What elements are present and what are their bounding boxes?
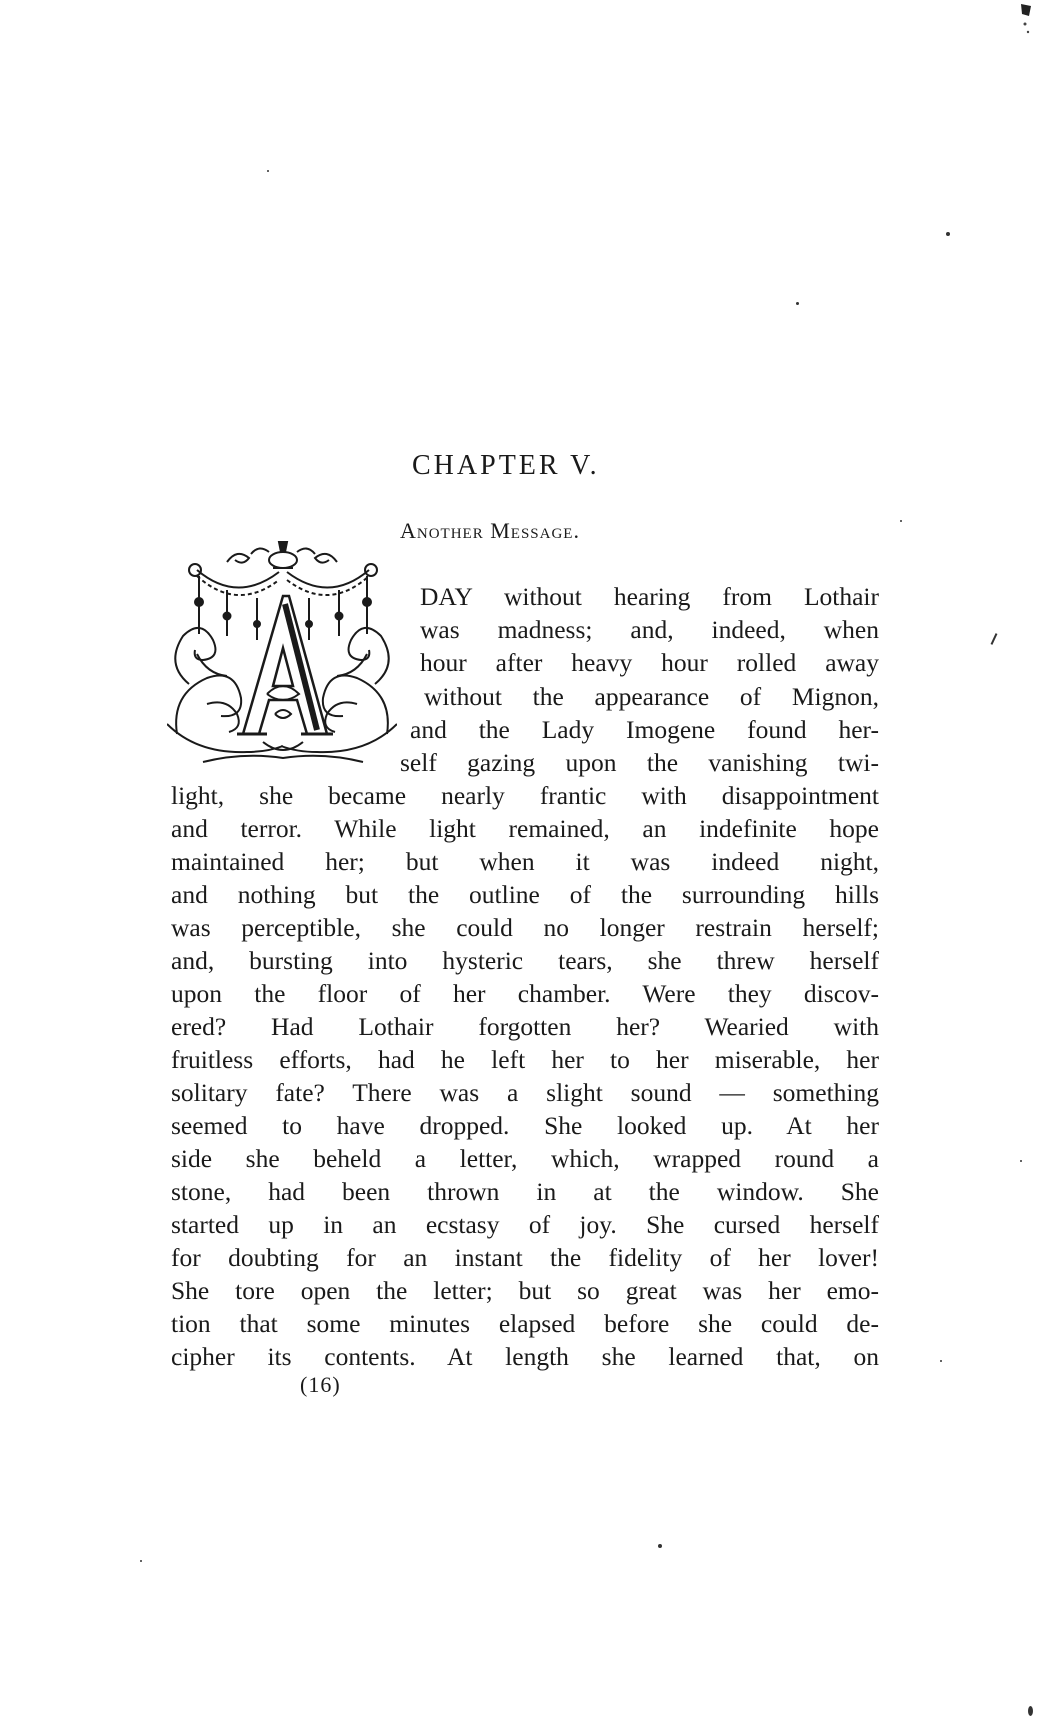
- text-line: was perceptible, she could no longer restrain herself;: [171, 913, 879, 942]
- scan-speck: [1028, 1706, 1033, 1716]
- text-line: side she beheld a letter, which, wrapped round a: [171, 1144, 879, 1173]
- text-line: light, she became nearly frantic with disappointment: [171, 781, 879, 810]
- page-number: (16): [300, 1372, 341, 1397]
- scan-speck: [940, 1360, 942, 1362]
- text-line: upon the floor of her chamber. Were they discov-: [171, 979, 879, 1008]
- scan-speck: [991, 633, 998, 645]
- text-line: tion that some minutes elapsed before she could de-: [171, 1309, 879, 1338]
- text-line: and, bursting into hysteric tears, she threw herself: [171, 946, 879, 975]
- chapter-title: CHAPTER V.: [412, 450, 600, 481]
- text-line: cipher its contents. At length she learned that, on: [171, 1342, 879, 1371]
- text-line: for doubting for an instant the fidelity of her lover!: [171, 1243, 879, 1272]
- text-line: DAY without hearing from Lothair: [420, 582, 879, 611]
- text-line: and terror. While light remained, an indefinite hope: [171, 814, 879, 843]
- text-line: self gazing upon the vanishing twi-: [400, 748, 879, 777]
- text-line: stone, had been thrown in at the window. She: [171, 1177, 879, 1206]
- text-line: She tore open the letter; but so great was her emo-: [171, 1276, 879, 1305]
- text-line: maintained her; but when it was indeed night,: [171, 847, 879, 876]
- text-line: started up in an ecstasy of joy. She cursed herself: [171, 1210, 879, 1239]
- scan-speck: [900, 520, 902, 522]
- scan-speck: [267, 170, 269, 172]
- text-line: seemed to have dropped. She looked up. At her: [171, 1111, 879, 1140]
- scan-mark-icon: [1019, 2, 1033, 42]
- text-line: solitary fate? There was a slight sound — something: [171, 1078, 879, 1107]
- scan-speck: [946, 232, 950, 236]
- scan-speck: [658, 1544, 662, 1548]
- scan-speck: [140, 1560, 142, 1562]
- scan-speck: [1020, 1160, 1022, 1162]
- text-line: ered? Had Lothair forgotten her? Wearied with: [171, 1012, 879, 1041]
- text-line: and the Lady Imogene found her-: [410, 715, 879, 744]
- scan-speck: [796, 302, 799, 305]
- text-line: and nothing but the outline of the surrounding hills: [171, 880, 879, 909]
- text-line: fruitless efforts, had he left her to her miserable, her: [171, 1045, 879, 1074]
- text-line: hour after heavy hour rolled away: [420, 648, 879, 677]
- text-line: without the appearance of Mignon,: [424, 682, 879, 711]
- ornamental-initial-a-icon: [167, 524, 397, 769]
- text-line: was madness; and, indeed, when: [420, 615, 879, 644]
- chapter-subtitle: Another Message.: [400, 518, 580, 543]
